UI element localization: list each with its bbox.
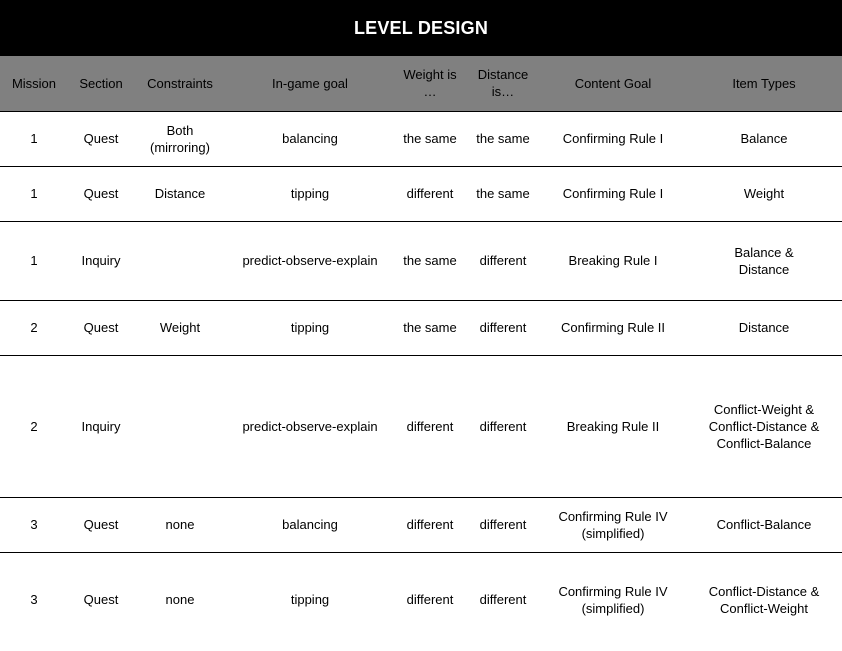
header-section: Section xyxy=(68,56,134,111)
cell-ingame-goal: balancing xyxy=(226,111,394,166)
table-row xyxy=(0,111,842,166)
header-distance: Distance is… xyxy=(466,56,540,111)
cell-weight: different xyxy=(394,497,466,552)
cell-content-goal: Confirming Rule IV (simplified) xyxy=(540,497,686,552)
cell-mission: 1 xyxy=(0,221,68,300)
cell-mission: 1 xyxy=(0,166,68,221)
header-weight: Weight is … xyxy=(394,56,466,111)
table-row xyxy=(0,166,842,221)
cell-ingame-goal: tipping xyxy=(226,166,394,221)
cell-content-goal: Breaking Rule II xyxy=(540,355,686,497)
cell-mission: 3 xyxy=(30,592,38,608)
cell-mission: 1 xyxy=(0,111,68,166)
table-row xyxy=(0,300,842,355)
cell-distance: the same xyxy=(466,166,540,221)
table-row xyxy=(0,552,842,647)
cell-section: Quest xyxy=(68,111,134,166)
cell-item-types: Balance & Distance xyxy=(686,221,842,300)
cell-distance: different xyxy=(466,221,540,300)
cell-constraints xyxy=(134,355,226,497)
cell-item-types: Weight xyxy=(686,166,842,221)
cell-content-goal: Confirming Rule II xyxy=(540,300,686,355)
cell-section: Quest xyxy=(68,166,134,221)
table-title: LEVEL DESIGN xyxy=(0,0,842,56)
cell-weight: the same xyxy=(394,221,466,300)
cell-constraints xyxy=(134,221,226,300)
header-ingame-goal: In-game goal xyxy=(226,56,394,111)
cell-item-types: Distance xyxy=(686,300,842,355)
cell-item-types: Conflict-Balance xyxy=(686,497,842,552)
cell-distance: different xyxy=(466,355,540,497)
cell-item-types: Balance xyxy=(686,111,842,166)
cell-ingame-goal: tipping xyxy=(226,300,394,355)
cell-content-goal: Confirming Rule I xyxy=(540,111,686,166)
cell-distance: different xyxy=(479,592,527,608)
table-row xyxy=(0,221,842,300)
table-row xyxy=(0,497,842,552)
cell-ingame-goal: balancing xyxy=(226,497,394,552)
cell-weight: different xyxy=(406,592,454,608)
cell-content-goal: Confirming Rule IV (simplified) xyxy=(558,583,668,616)
cell-item-types: Conflict-Weight & Conflict-Distance & Conflict-Balance xyxy=(686,355,842,497)
cell-constraints: none xyxy=(134,497,226,552)
cell-ingame-goal: tipping xyxy=(290,592,330,608)
cell-weight: different xyxy=(394,166,466,221)
cell-section: Quest xyxy=(68,497,134,552)
header-row xyxy=(0,56,842,111)
cell-mission: 2 xyxy=(0,355,68,497)
cell-constraints: Distance xyxy=(134,166,226,221)
header-mission: Mission xyxy=(0,56,68,111)
cell-weight: different xyxy=(394,355,466,497)
cell-section: Inquiry xyxy=(68,355,134,497)
cell-constraints: Weight xyxy=(134,300,226,355)
cell-ingame-goal: predict-observe-explain xyxy=(226,221,394,300)
cell-section: Quest xyxy=(68,300,134,355)
table-row xyxy=(0,355,842,497)
cell-distance: different xyxy=(466,300,540,355)
header-content-goal: Content Goal xyxy=(540,56,686,111)
cell-content-goal: Confirming Rule I xyxy=(540,166,686,221)
cell-item-types: Conflict-Distance & Conflict-Weight xyxy=(708,583,820,616)
header-item-types: Item Types xyxy=(686,56,842,111)
cell-ingame-goal: predict-observe-explain xyxy=(226,355,394,497)
cell-weight: the same xyxy=(394,111,466,166)
header-constraints: Constraints xyxy=(134,56,226,111)
cell-mission: 2 xyxy=(0,300,68,355)
level-design-table xyxy=(0,56,842,647)
cell-distance: the same xyxy=(466,111,540,166)
cell-weight: the same xyxy=(394,300,466,355)
cell-constraints: none xyxy=(165,592,195,608)
cell-distance: different xyxy=(466,497,540,552)
cell-mission: 3 xyxy=(0,497,68,552)
cell-section: Quest xyxy=(83,592,119,608)
cell-section: Inquiry xyxy=(68,221,134,300)
cell-content-goal: Breaking Rule I xyxy=(540,221,686,300)
cell-constraints: Both (mirroring) xyxy=(134,111,226,166)
